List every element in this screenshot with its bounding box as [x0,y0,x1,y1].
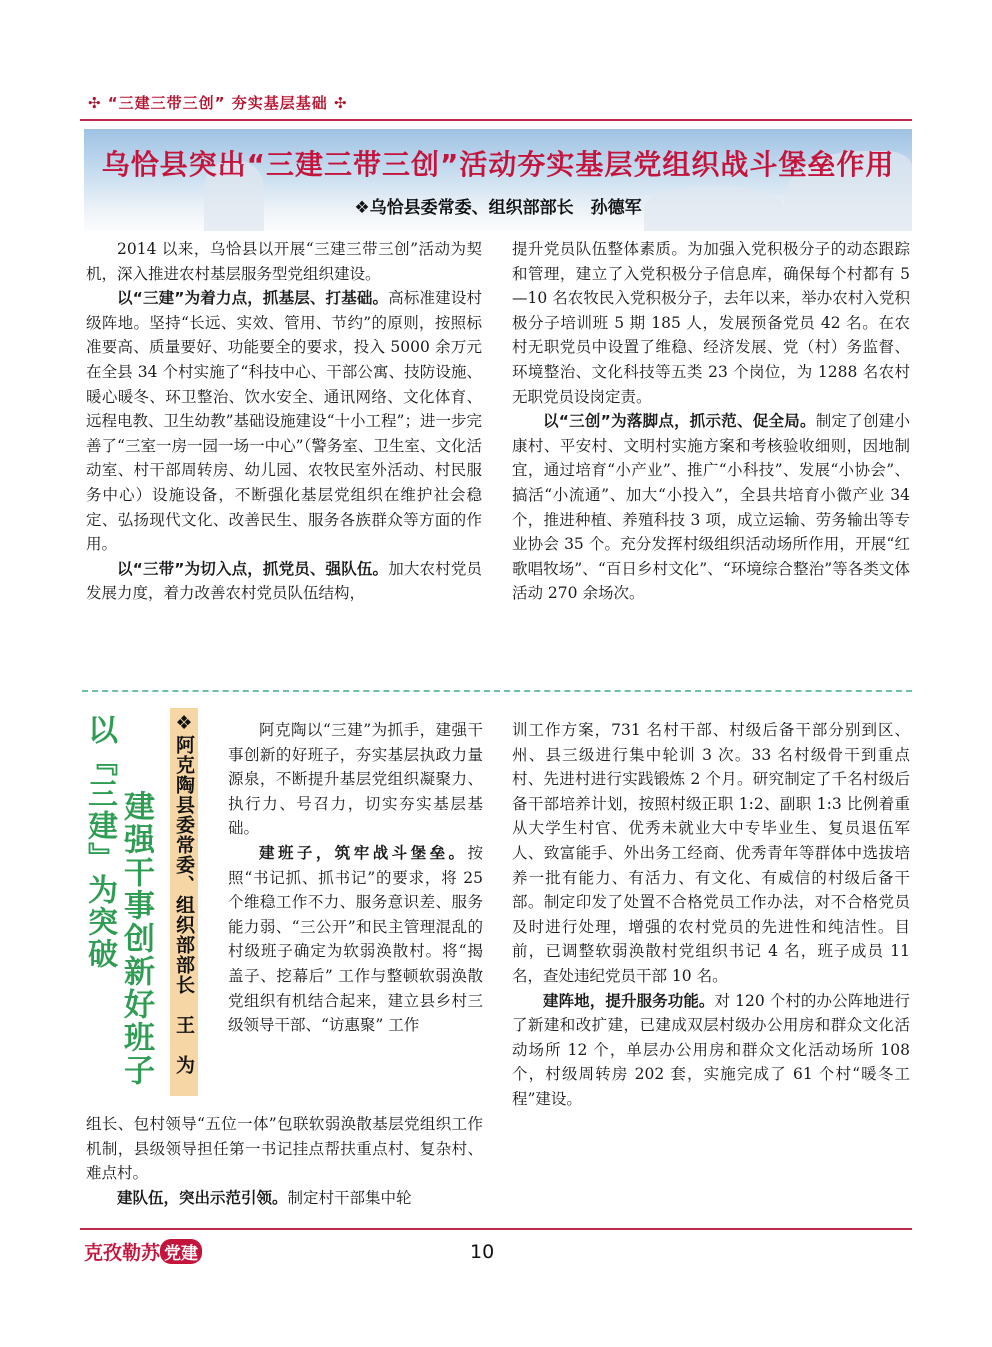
article1-author: ❖乌恰县委常委、组织部部长 孙德军 [354,198,642,218]
paragraph [228,841,483,1038]
paragraph-lead: 以“三创”为落脚点，抓示范、促全局。 [543,412,816,431]
article2-title-line1: 以『三建』为突破 [82,714,117,970]
paragraph [512,718,910,989]
paragraph-text: 对 120 个村的办公阵地进行了新建和改扩建，已建成双层村级办公用房和群众文化活动场所 12 个，单层办公用房和群众文化活动场所 108 个，村级周转房 202 套，实施完成了 61 个村“暖冬工程”建设。 [512,991,910,1108]
article2-author: ❖阿克陶县委常委、组织部部长 王 为 [173,712,195,1075]
paragraph-lead: 建班子，筑牢战斗堡垒。 [259,843,468,862]
paragraph [86,1186,483,1211]
title-banner [84,129,912,231]
footer-rule [80,1228,912,1230]
article2-title-line2: 建强干事创新好班子 [118,790,154,1087]
page-number: 10 [470,1241,495,1263]
article1-right-column [512,237,910,606]
paragraph [228,718,483,841]
article1-title: 乌恰县突出“三建三带三创”活动夯实基层党组织战斗堡垒作用 [101,148,895,181]
section-header: ✣ “三建三带三创” 夯实基层基础 ✣ [88,94,348,112]
paragraph-text: 制定村干部集中轮 [287,1188,412,1207]
paragraph-text: 2014 以来，乌恰县以开展“三建三带三创”活动为契机，深入推进农村基层服务型党组织建设。 [86,240,482,283]
paragraph-text: 加大农村党员发展力度，着力改善农村党员队伍结构， [86,559,482,603]
paragraph [512,237,910,409]
paragraph-text: 阿克陶以“三建”为抓手，建强干事创新的好班子，夯实基层执政力量源泉，不断提升基层党组织凝聚力、执行力、号召力，切实夯实基层基础。 [228,721,483,838]
paragraph-lead: 以“三带”为切入点，抓党员、强队伍。 [117,559,389,578]
paragraph-text: 高标准建设村级阵地。坚持“长远、实效、管用、节约”的原则，按照标准要高、质量要好、功能要全的要求，投入 5000 余万元在全县 34 个村实施了“科技中心、干部公寓、技防设施、暖心暖冬、环卫整治、饮水安全、通讯网络、文化体育、远程电教、卫生幼教”基础设施建设“十小工程”；进一步完善了“三室一房一园一场一中心”（警务室、卫生室、文化活动室、村干部周转房、幼儿园、农牧民室外活动、村民服务中心）设施设备，不断强化基层党组织在维护社会稳定、弘扬现代文化、改善民生、服务各族群众等方面的作用。 [86,289,482,554]
footer-brand [84,1238,202,1265]
article2-middle-bottom [86,1112,483,1210]
section-divider [82,690,912,692]
paragraph [86,1112,483,1186]
header-rule [80,119,912,121]
paragraph-text: 提升党员队伍整体素质。为加强入党积极分子的动态跟踪和管理，建立了入党积极分子信息库，确保每个村都有 5—10 名农牧民入党积极分子，去年以来，举办农村入党积极分子培训班 5 期 185 人，发展预备党员 42 名。在农村无职党员中设置了维稳、经济发展、党（村）务监督、环境整治、文化科技等五类 23 个岗位，为 1288 名农村无职党员设岗定责。 [512,240,910,406]
article1-left-column [86,237,482,606]
paragraph-text: 训工作方案，731 名村干部、村级后备干部分别到区、州、县三级进行集中轮训 3 次。33 名村级骨干到重点村、先进村进行实践锻炼 2 个月。研究制定了千名村级后备干部培养计划，按照村级正职 1:2、副职 1:3 比例着重从大学生村官、优秀未就业大中专毕业生、复员退伍军人、致富能手、外出务工经商、优秀青年等群体中选拔培养一批有能力、有活力、有文化、有威信的村级后备干部。制定印发了处置不合格党员工作办法，对不合格党员及时进行处理，增强的农村党员的先进性和纯洁性。目前，已调整软弱涣散村党组织书记 4 名，班子成员 11 名，查处违纪党员干部 10 名。 [512,721,910,985]
paragraph-text: 组长、包村领导“五位一体”包联软弱涣散基层党组织工作机制，县级领导担任第一书记挂点帮扶重点村、复杂村、难点村。 [86,1115,483,1183]
article2-right-column [512,718,910,1112]
paragraph [86,237,482,286]
footer-brand-badge: 党建 [160,1239,202,1264]
paragraph-lead: 建队伍，突出示范引领。 [117,1188,288,1207]
footer-brand-text: 克孜勒苏 [84,1242,161,1264]
article2-middle-top [228,718,483,1038]
paragraph-text: 制定了创建小康村、平安村、文明村实施方案和考核验收细则，因地制宜，通过培育“小产业”、推广“小科技”、发展“小协会”、搞活“小流通”、加大“小投入”，全县共培育小微产业 34 个，推进种植、养殖科技 3 项，成立运输、劳务输出等专业协会 35 个。充分发挥村级组织活动场所作用，开展“红歌唱牧场”、“百日乡村文化”、“环境综合整治”等各类文体活动 270 余场次。 [512,412,910,603]
paragraph [512,409,910,606]
paragraph-text: 按照“书记抓、抓书记”的要求，将 25 个维稳工作不力、服务意识差、服务能力弱、“三公开”和民主管理混乱的村级班子确定为软弱涣散村。将“揭盖子、挖幕后” 工作与整顿软弱涣散党组织有机结合起来，建立县乡村三级领导干部、“访惠聚” 工作 [228,843,483,1035]
paragraph [512,989,910,1112]
paragraph-lead: 以“三建”为着力点，抓基层、打基础。 [117,289,389,308]
paragraph-lead: 建阵地，提升服务功能。 [543,991,715,1010]
paragraph [86,286,482,557]
paragraph [86,557,482,606]
